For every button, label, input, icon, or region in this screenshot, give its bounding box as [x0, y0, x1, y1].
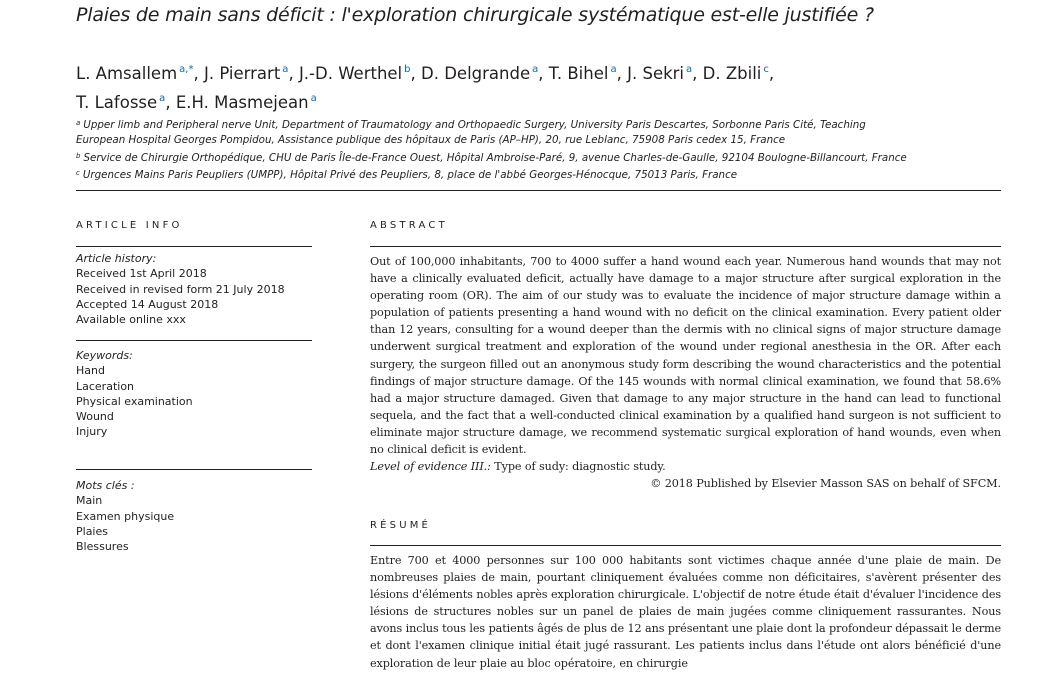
article-info-heading: ARTICLE INFO — [76, 220, 183, 231]
author-separator: , — [288, 64, 294, 83]
abstract-text: Out of 100,000 inhabitants, 700 to 4000 suffer a hand wound each year. Numerous hand wounds that may not have a clinically evaluated deficit, actually have damage to a major structure after surgical exploration in the operating room (OR). The aim of our study was to evaluate the incidence of major structure damage within a population of patients presenting a hand wound with no deficit on the clinical examination. Every patient older than 12 years, consulting for a wound deeper than the dermis with no clinical signs of major structure damage underwent surgical treatment and exploration of the wound under regional anesthesia in the OR. After each surgery, the surgeon filled out an anonymous study form describing the wound characteristics and the potential findings of major structure damage. Of the 145 wounds with normal clinical examination, we found that 58.6% had a major structure damaged. Given that damage to any major structure in the hand can lead to functional sequela, and the fact that a well-conducted clinical examination by a qualified hand surgeon is not sufficient to eliminate major structure damage, we recommend systematic surgical exploration of hand wounds, even when no clinical deficit is evident. — [370, 255, 1001, 457]
author-name: L. Amsallem — [76, 64, 178, 83]
affiliation-mark[interactable]: b — [404, 64, 411, 75]
affiliation-line — [76, 166, 1006, 183]
keyword: Laceration — [76, 379, 135, 393]
author-name: D. Zbili — [702, 64, 762, 83]
author — [76, 64, 199, 83]
motscles-label: Mots clés : — [76, 479, 135, 492]
affiliation-mark[interactable]: a — [610, 64, 617, 75]
affiliation-text: Service de Chirurgie Orthopédique, CHU de Paris Île-de-France Ouest, Hôpital Ambroise-Paré, 9, avenue Charles-de-Gaulle, 92104 Boulogne-Billancourt, France — [83, 151, 907, 164]
affiliation-line — [76, 116, 1006, 133]
affiliation-mark[interactable]: a — [310, 93, 317, 104]
keywords-block — [76, 348, 316, 440]
keywords-label: Keywords: — [76, 349, 133, 362]
affiliations — [76, 116, 1006, 184]
level-of-evidence-text: Type of sudy: diagnostic study. — [494, 460, 666, 474]
resume-heading: RÉSUMÉ — [370, 520, 432, 531]
keyword: Physical examination — [76, 394, 193, 408]
author — [299, 64, 416, 83]
resume-divider — [370, 545, 1001, 546]
author-separator: , — [768, 64, 775, 83]
affiliation-mark[interactable]: a — [532, 64, 539, 75]
article-title: Plaies de main sans déficit : l'exploration chirurgicale systématique est-elle justifiée ? — [76, 4, 874, 26]
history-revised: Received in revised form 21 July 2018 — [76, 282, 285, 296]
affiliation-text: Urgences Mains Paris Peupliers (UMPP), Hôpital Privé des Peupliers, 8, place de l'abbé Georges-Hénocque, 75013 Paris, France — [82, 169, 738, 182]
affiliation-text: European Hospital Georges Pompidou, Assistance publique des hôpitaux de Paris (AP–HP), 20, rue Leblanc, 75908 Paris cedex 15, France — [76, 134, 786, 147]
keywords-divider — [76, 469, 312, 470]
author-separator: , — [165, 93, 171, 112]
resume-body — [370, 552, 1001, 672]
affiliation-mark: a — [76, 119, 81, 127]
mot-cle: Blessures — [76, 540, 129, 554]
abstract-divider — [370, 246, 1001, 247]
affiliation-mark[interactable]: a,* — [179, 64, 194, 75]
abstract-heading: ABSTRACT — [370, 220, 448, 231]
author — [703, 64, 774, 83]
history-online: Available online xxx — [76, 313, 186, 327]
author-name: D. Delgrande — [421, 64, 531, 83]
level-of-evidence-label: Level of evidence III.: — [370, 460, 491, 474]
article-info-divider — [76, 246, 312, 247]
mot-cle: Examen physique — [76, 509, 175, 523]
copyright-notice: © 2018 Published by Elsevier Masson SAS on behalf of SFCM. — [650, 477, 1001, 491]
affiliation-line — [76, 133, 1006, 148]
author-separator: , — [193, 64, 199, 83]
author-name: J. Sekri — [627, 64, 685, 83]
mot-cle: Plaies — [76, 524, 108, 538]
level-of-evidence — [370, 458, 1001, 475]
author-separator: , — [692, 64, 698, 83]
motscles-block — [76, 478, 316, 554]
author-separator: , — [616, 64, 622, 83]
author — [549, 64, 622, 83]
author-name: J. Pierrart — [203, 64, 281, 83]
mot-cle: Main — [76, 494, 103, 508]
affiliation-mark[interactable]: a — [282, 64, 289, 75]
author-separator: , — [538, 64, 544, 83]
abstract-body — [370, 253, 1001, 492]
affiliation-mark[interactable]: a — [159, 93, 166, 104]
affiliation-line — [76, 149, 1006, 166]
affiliation-mark[interactable]: c — [763, 64, 769, 75]
resume-text: Entre 700 et 4000 personnes sur 100 000 habitants sont victimes chaque année d'une plaie de main. De nombreuses plaies de main, pourtant cliniquement évaluées comme non déficitaires, s'avèrent présenter des lésions d'éléments nobles après exploration chirurgicale. L'objectif de notre étude était d'évaluer l'incidence des lésions de structures nobles sur un panel de plaies de main jugées comme cliniquement rassurantes. Nous avons inclus tous les patients âgés de plus de 12 ans présentant une plaie dont la profondeur dépassait le derme et dont l'examen clinique initial était jugé rassurant. Les patients inclus dans l'étude ont alors bénéficié d'une exploration de leur plaie au bloc opératoire, en chirurgie — [370, 554, 1001, 670]
author — [421, 64, 543, 83]
author-name: J.-D. Werthel — [298, 64, 403, 83]
keyword: Hand — [76, 364, 105, 378]
author — [204, 64, 294, 83]
keyword: Wound — [76, 410, 114, 424]
affiliation-mark: c — [76, 169, 80, 178]
history-accepted: Accepted 14 August 2018 — [76, 297, 219, 311]
affiliation-mark[interactable]: a — [686, 64, 693, 75]
article-history-label: Article history: — [76, 252, 157, 265]
history-divider — [76, 340, 312, 341]
history-received: Received 1st April 2018 — [76, 267, 207, 281]
keyword: Injury — [76, 425, 108, 439]
author — [176, 93, 317, 112]
header-divider — [76, 190, 1001, 191]
author-separator: , — [410, 64, 416, 83]
author-name: T. Bihel — [548, 64, 609, 83]
author — [76, 93, 171, 112]
author — [627, 64, 697, 83]
affiliation-mark: b — [76, 151, 81, 160]
author-list — [76, 57, 1006, 115]
article-history — [76, 251, 316, 327]
affiliation-text: Upper limb and Peripheral nerve Unit, Department of Traumatology and Orthopaedic Surgery, University Paris Descartes, Sorbonne Paris Cité, Teaching — [83, 119, 866, 131]
author-name: T. Lafosse — [76, 93, 158, 112]
author-name: E.H. Masmejean — [175, 93, 309, 112]
